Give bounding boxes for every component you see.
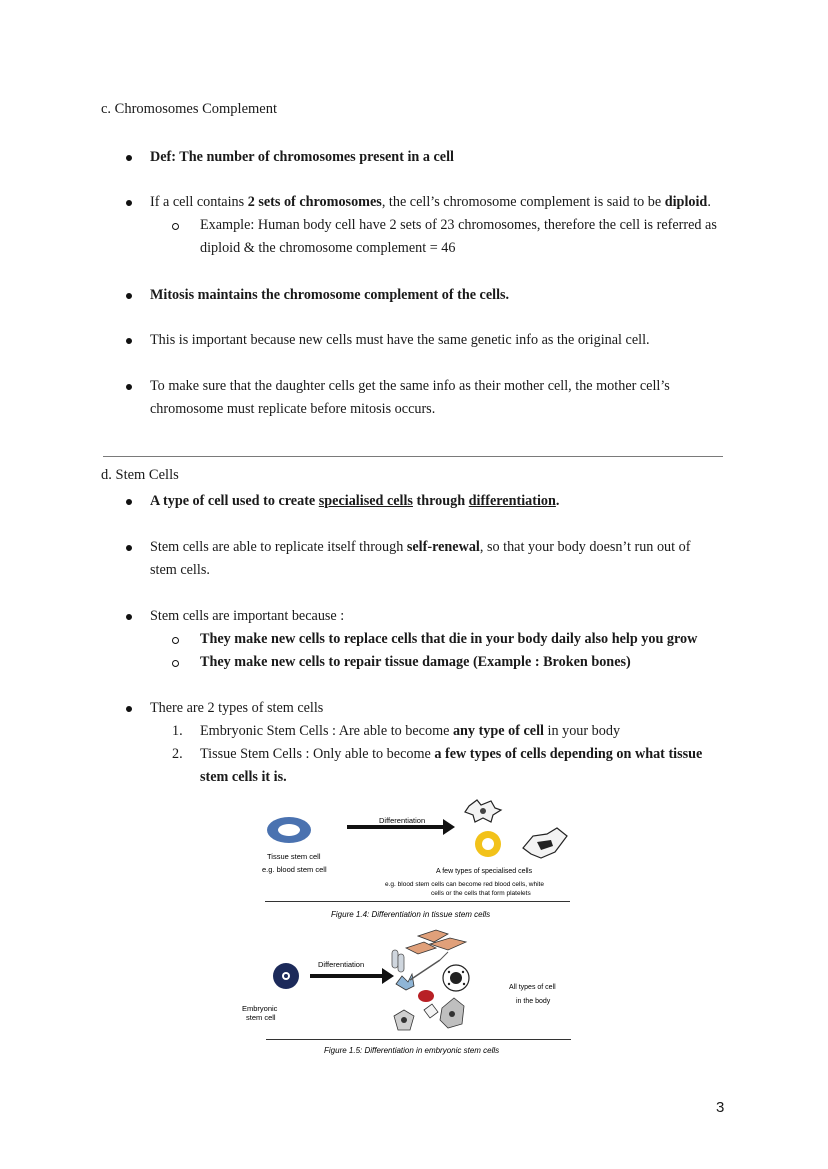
fig15-left-label-1: Embryonic (242, 1004, 278, 1013)
circle-bullet-icon (172, 223, 179, 230)
figure-1-4-diagram (255, 796, 580, 922)
text-run: Stem cells are able to replicate itself through (150, 539, 407, 555)
fig15-caption: Figure 1.5: Differentiation in embryonic stem cells (324, 1046, 500, 1055)
differentiation-arrow-icon (310, 968, 394, 984)
fig14-caption: Figure 1.4: Differentiation in tissue stem cells (331, 910, 491, 919)
text-run: If a cell contains (150, 194, 248, 210)
fig14-left-label-1: Tissue stem cell (267, 852, 321, 861)
section-d-heading: d. Stem Cells (101, 467, 179, 483)
list-item (124, 146, 724, 169)
list-item (124, 284, 724, 307)
fig14-right-label-2: e.g. blood stem cells can become red blood cells, white (385, 881, 544, 888)
fat-cell-icon (443, 965, 469, 991)
fig15-right-label-2: in the body (516, 998, 551, 1005)
bold-run: . (555, 493, 560, 509)
list-item (124, 536, 714, 582)
fig15-right-label-1: All types of cell (509, 984, 556, 991)
text-run: , the cell’s chromosome complement is said to be (381, 194, 665, 210)
text-run: There are 2 types of stem cells (150, 700, 324, 716)
bold-run: They make new cells to replace cells that die in your body daily also help you grow (200, 631, 698, 647)
item-number: 1. (172, 723, 183, 739)
bold-run: any type of cell (452, 723, 544, 739)
example-text: Example: Human body cell have 2 sets of 23 chromosomes, therefore the cell is referred as diploid & the chromosome complement = 46 (200, 217, 717, 256)
fig14-left-label-2: e.g. blood stem cell (262, 865, 327, 874)
circle-bullet-icon (172, 637, 179, 644)
blood-cell-icon (418, 990, 434, 1002)
text-run: Tissue Stem Cells : Only able to become (200, 746, 435, 762)
numbered-item (172, 720, 732, 743)
sub-list-item (172, 214, 718, 260)
list-item (124, 191, 734, 214)
bold-run: A type of cell used to create (150, 493, 319, 509)
fig14-right-label-1: A few types of specialised cells (436, 868, 533, 875)
epithelial-cell-icon (394, 1010, 414, 1030)
sub-list-item (172, 628, 732, 651)
bold-run: through (412, 493, 469, 509)
definition-text: Def: The number of chromosomes present in a cell (150, 149, 454, 165)
sub-list-item (172, 651, 732, 674)
text-run: in your body (543, 723, 621, 739)
cartilage-cell-icon (424, 1004, 438, 1018)
fig14-arrow-label: Differentiation (379, 816, 426, 825)
platelet-cell-icon (465, 800, 501, 822)
red-blood-cell-icon (475, 831, 501, 857)
stem-derived-cell-icon (440, 998, 464, 1028)
list-item (124, 375, 684, 421)
page-number: 3 (716, 1099, 725, 1116)
circle-bullet-icon (172, 660, 179, 667)
figure-1-5-diagram (238, 926, 578, 1060)
fig14-right-label-3: cells or the cells that form platelets (431, 890, 531, 897)
bold-run: diploid (664, 194, 708, 210)
bold-run: They make new cells to repair tissue damage (Example : Broken bones) (200, 654, 631, 670)
embryonic-stem-cell-icon (273, 963, 299, 989)
bone-cell-icon (392, 950, 404, 972)
bold-run: self-renewal (406, 539, 480, 555)
fig15-arrow-label: Differentiation (318, 960, 365, 969)
list-item (124, 605, 724, 628)
muscle-cells-icon (406, 930, 466, 954)
fig15-rule (266, 1039, 571, 1040)
tissue-stem-cell-icon (267, 817, 311, 843)
list-item (124, 490, 724, 513)
text-run: . (707, 194, 711, 210)
list-item (124, 329, 724, 352)
numbered-item (172, 743, 727, 789)
bold-run: 2 sets of chromosomes (247, 194, 382, 210)
text-run: To make sure that the daughter cells get the same info as their mother cell, the mother cell’s chromosome must replicate before mitosis occurs. (150, 378, 670, 417)
text-run: This is important because new cells must have the same genetic info as the original cell. (150, 332, 650, 348)
list-item (124, 697, 724, 720)
section-c-heading: c. Chromosomes Complement (101, 101, 277, 117)
horizontal-divider (103, 456, 723, 457)
item-number: 2. (172, 746, 183, 762)
fig14-rule (265, 901, 570, 902)
bold-run: a few types of cells depending on what tissue stem cells it is. (200, 746, 703, 785)
text-run: Stem cells are important because : (150, 608, 345, 624)
text-run: Embryonic Stem Cells : Are able to become (200, 723, 453, 739)
fig15-left-label-2: stem cell (246, 1013, 276, 1022)
underlined-term: specialised cells (318, 493, 413, 509)
underlined-term: differentiation (468, 493, 556, 509)
white-blood-cell-icon (523, 828, 567, 858)
text-run: , so that your body doesn’t run out of stem cells. (150, 539, 691, 578)
bold-run: Mitosis maintains the chromosome complement of the cells. (150, 287, 510, 303)
